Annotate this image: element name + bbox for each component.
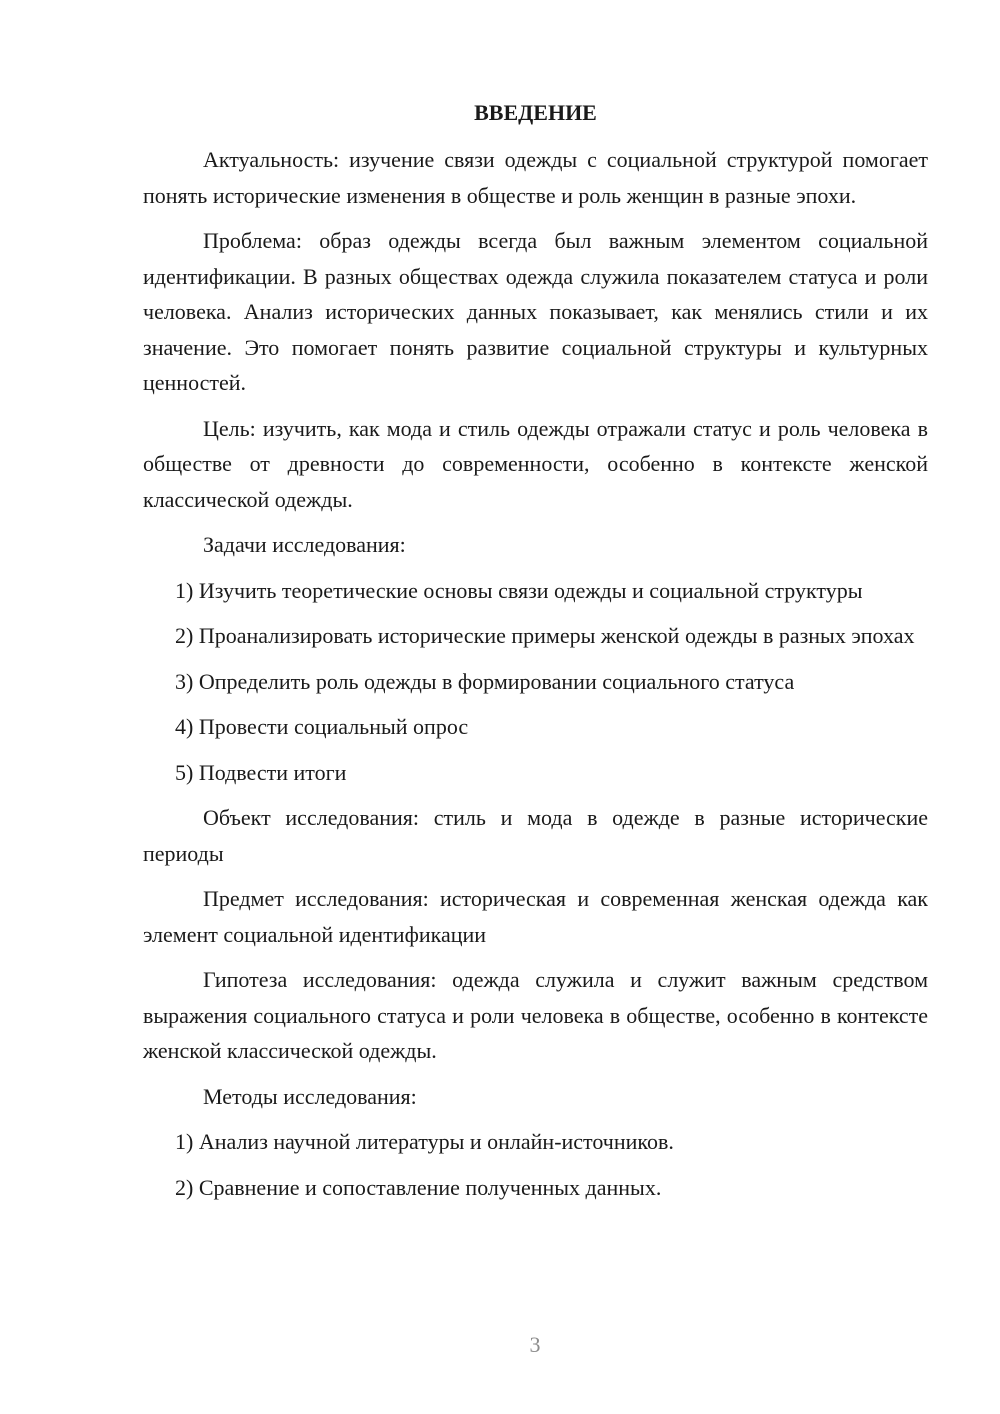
page-title: ВВЕДЕНИЕ [474, 100, 597, 125]
tasks-heading: Задачи исследования: [203, 532, 406, 557]
task-item-3: 3) Определить роль одежды в формировании социального статуса [175, 668, 795, 694]
task-item-4: 4) Провести социальный опрос [175, 714, 469, 739]
paragraph-goal: Цель: изучить, как мода и стиль одежды отражали статус и роль человека в обществе от древности до современности, особенно в контексте женской классической одежды. [143, 415, 928, 512]
methods-heading: Методы исследования: [203, 1083, 417, 1109]
method-item-1: 1) Анализ научной литературы и онлайн-источников. [175, 1129, 674, 1154]
paragraph-object: Объект исследования: стиль и мода в одежде в разные исторические периоды [143, 805, 928, 866]
paragraph-hypothesis: Гипотеза исследования: одежда служила и служит важным средством выражения социального статуса и роли человека в обществе, особенно в контексте женской классической одежды. [143, 967, 928, 1063]
paragraph-relevance: Актуальность: изучение связи одежды с социальной структурой помогает понять исторические изменения в обществе и роль женщин в разные эпохи. [143, 147, 928, 208]
method-item-2: 2) Сравнение и сопоставление полученных данных. [175, 1174, 662, 1200]
task-item-2: 2) Проанализировать исторические примеры женской одежды в разных эпохах [175, 623, 915, 648]
task-item-5: 5) Подвести итоги [175, 759, 347, 785]
page-content [143, 95, 928, 1215]
paragraph-problem: Проблема: образ одежды всегда был важным элементом социальной идентификации. В разных обществах одежда служила показателем статуса и роли человека. Анализ исторических данных показывает, как менялись стили и их значение. Это помогает понять развитие социальной структуры и культурных ценностей. [143, 228, 928, 395]
task-item-1: 1) Изучить теоретические основы связи одежды и социальной структуры [175, 577, 863, 603]
paragraph-subject: Предмет исследования: историческая и современная женская одежда как элемент социальной идентификации [143, 886, 928, 947]
page-number: 3 [529, 1332, 541, 1357]
